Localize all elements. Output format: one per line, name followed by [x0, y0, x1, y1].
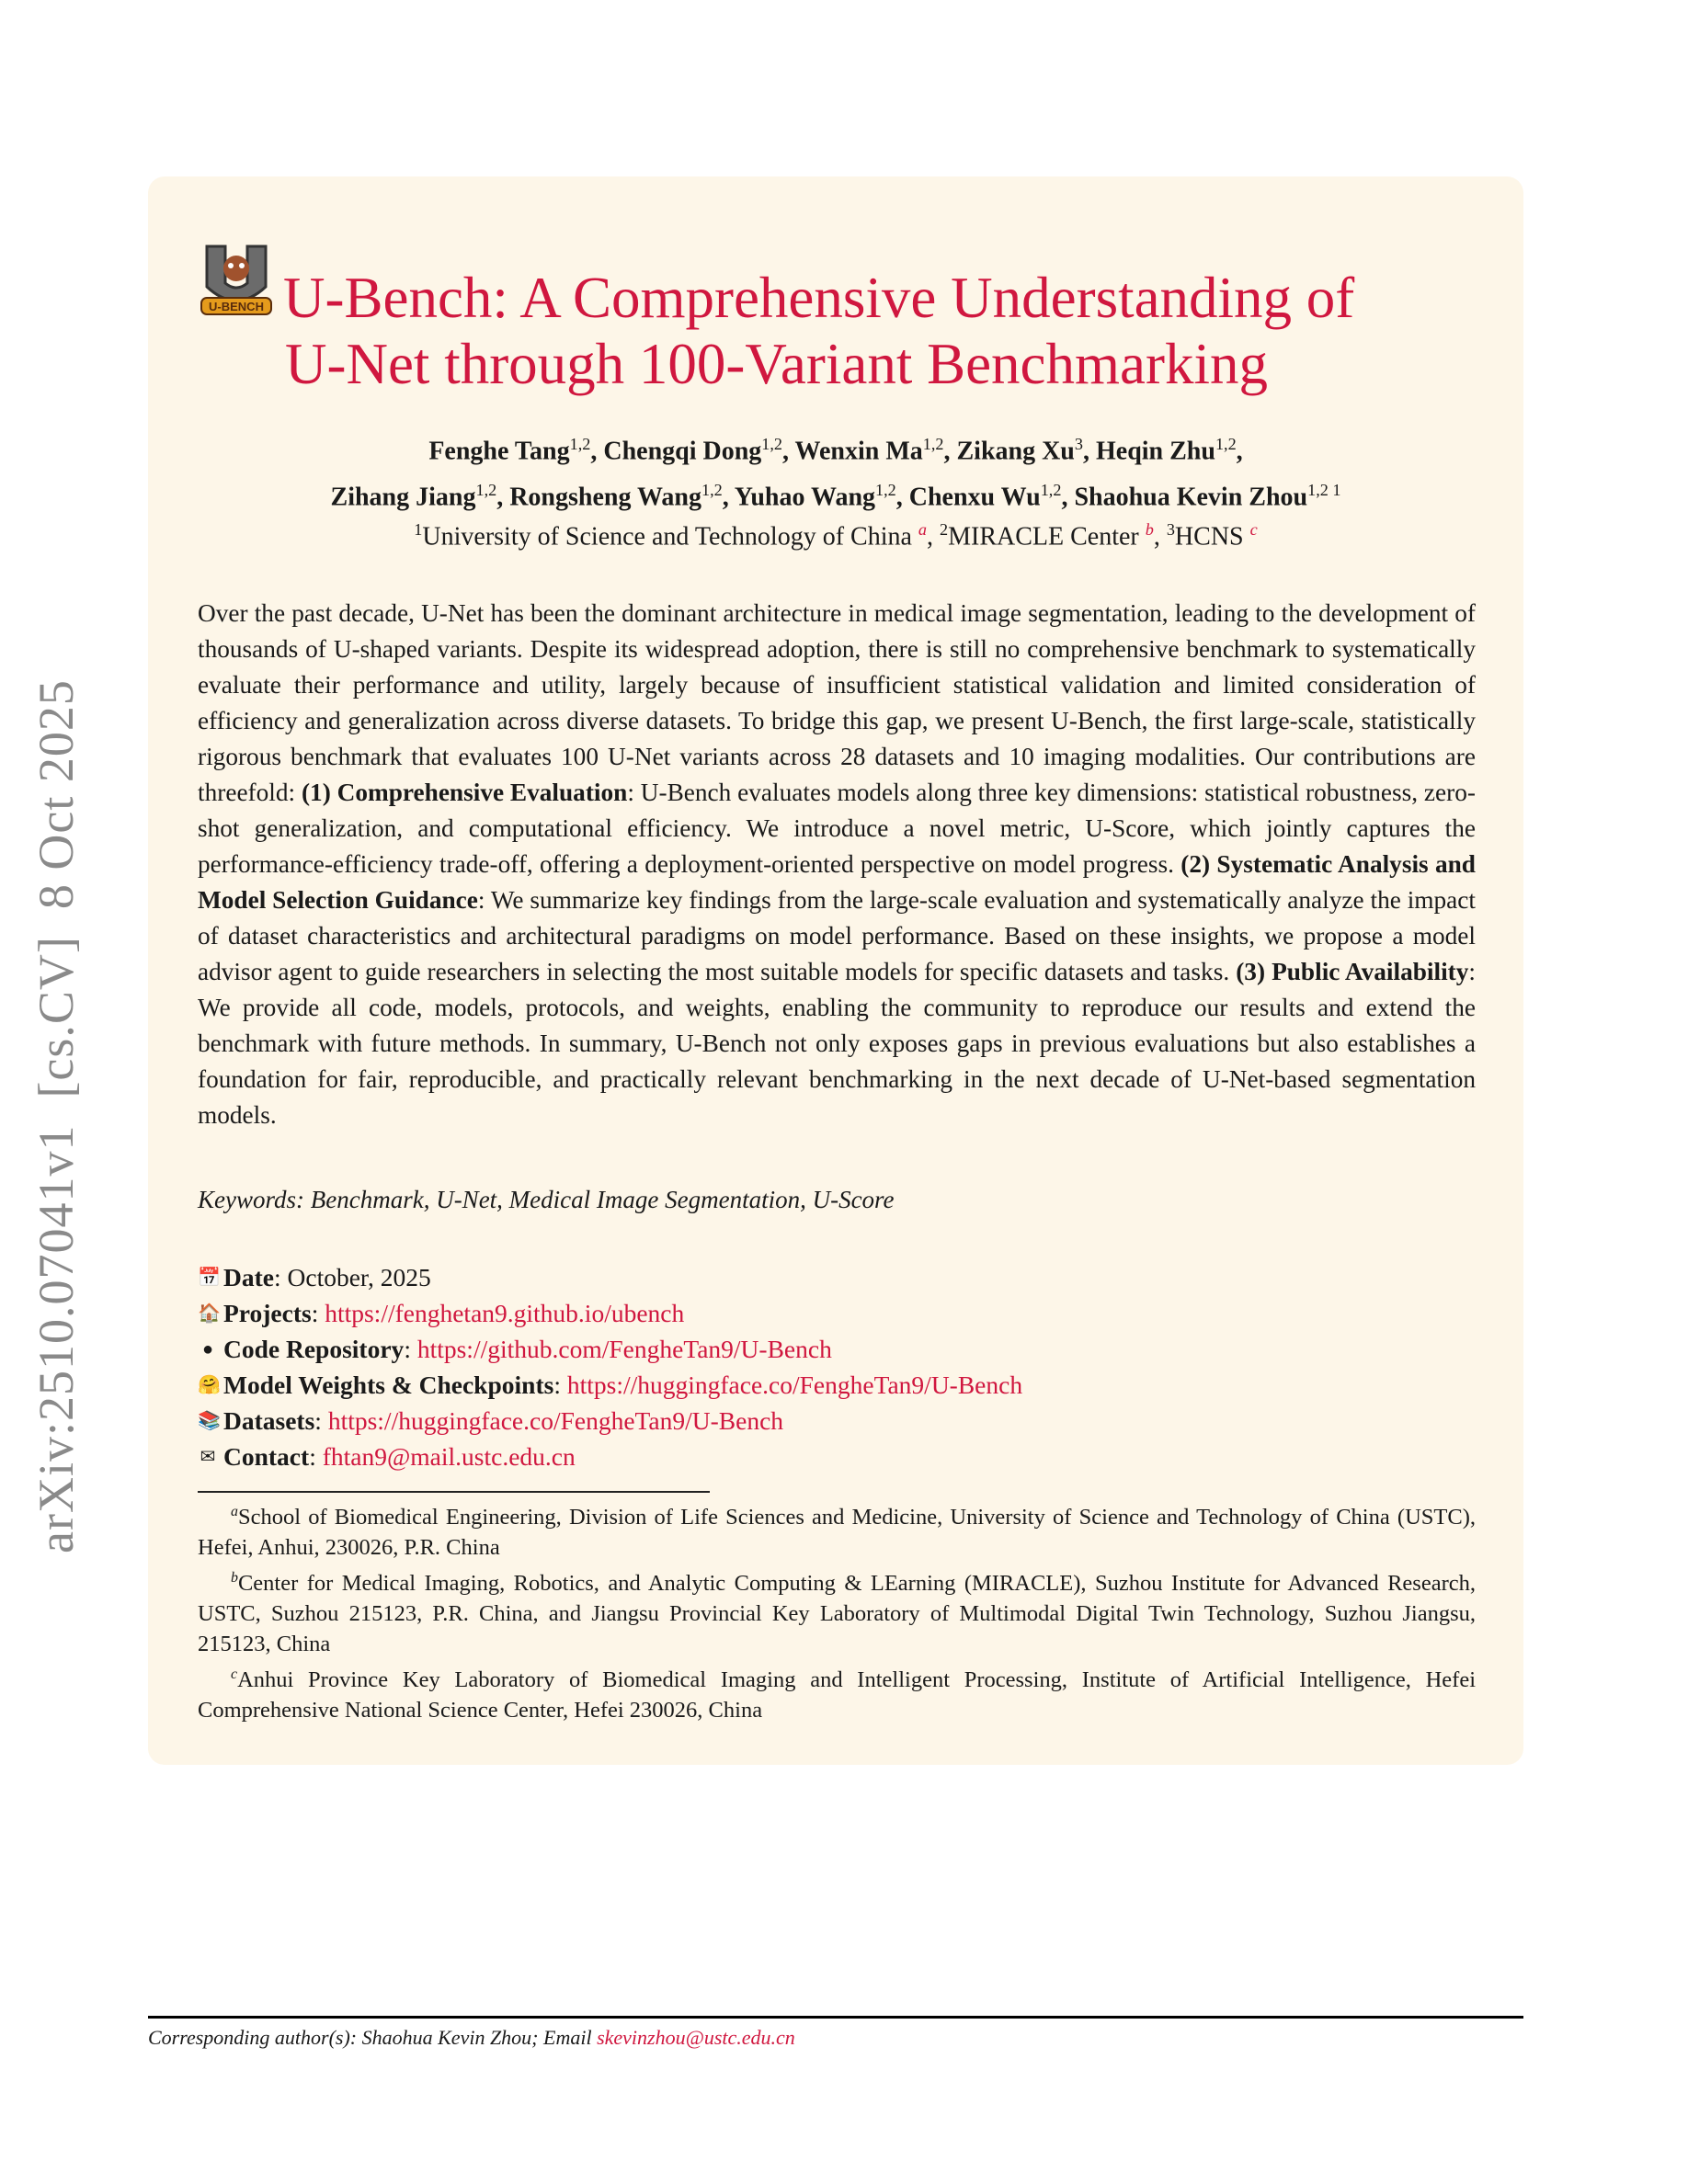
link-label: Projects: [223, 1299, 312, 1327]
footnote: [198, 1659, 1476, 1725]
link-row-projects: 🏠 Projects: https://fenghetan9.github.io/ubench: [198, 1299, 685, 1327]
link-row-datasets: 📚 Datasets: https://huggingface.co/FengheTan9/U-Bench: [198, 1406, 784, 1435]
author-affiliation-sup: 1,2 1: [1307, 481, 1341, 500]
affiliation-name: MIRACLE Center: [948, 522, 1139, 552]
svg-text:U-BENCH: U-BENCH: [209, 300, 264, 313]
footnote: [198, 1496, 1476, 1563]
affiliation-footnote-mark[interactable]: b: [1145, 520, 1154, 539]
author-affiliation-sup: 1,2: [875, 481, 896, 500]
link-label: Model Weights & Checkpoints: [223, 1371, 554, 1399]
link-url[interactable]: https://fenghetan9.github.io/ubench: [325, 1299, 685, 1327]
affiliation-footnote-mark[interactable]: c: [1249, 520, 1258, 539]
affiliation-name: HCNS: [1174, 522, 1244, 552]
hugging-face-icon: 🤗: [198, 1374, 221, 1395]
footnote-mark: b: [231, 1570, 238, 1587]
link-value: October, 2025: [287, 1263, 431, 1291]
corresponding-email-link[interactable]: skevinzhou@ustc.edu.cn: [597, 2026, 795, 2049]
affiliation-number: 2: [940, 520, 949, 539]
link-url[interactable]: fhtan9@mail.ustc.edu.cn: [322, 1442, 576, 1471]
author-affiliation-sup: 1,2: [1040, 481, 1062, 500]
footnote-text: Center for Medical Imaging, Robotics, and Analytic Computing & LEarning (MIRACLE), Suzhou Institute for Advanced Research, USTC, Suzhou 215123, P.R. China, and Jiangsu Provincial Key Laboratory of Multimodal Digital Twin Technology, Suzhou Jiangsu, 215123, China: [198, 1571, 1476, 1657]
envelope-icon: ✉: [200, 1446, 216, 1467]
footer-divider: [148, 2016, 1523, 2019]
author-affiliation-sup: 1,2: [701, 481, 723, 500]
author-affiliation-sup: 3: [1074, 435, 1083, 453]
abstract-text: : We provide all code, models, protocols, and weights, enabling the community to reproduce our results and extend the benchmark with future methods. In summary, U-Bench not only exposes gaps in previous evaluations but also establishes a foundation for fair, reproducible, and practically relevant benchmarking in the next decade of U-Net-based segmentation models.: [198, 958, 1477, 1129]
abstract-highlight: (2) Systematic Analysis and Model Selection Guidance: [198, 850, 1476, 914]
abstract-text: Over the past decade, U-Net has been the dominant architecture in medical image segmentation, leading to the development of thousands of U-shaped variants. Despite its widespread adoption, there is still no comprehensive benchmark to systematically evaluate their performance and utility, largely because of insufficient statistical validation and limited consideration of efficiency and generalization across diverse datasets. To bridge this gap, we present U-Bench, the first large-scale, statistically rigorous benchmark that evaluates 100 U-Net variants across 28 datasets and 10 imaging modalities. Our contributions are threefold:: [198, 599, 1476, 806]
affiliation-number: 3: [1166, 520, 1175, 539]
link-row-model-weights-checkpoints: 🤗 Model Weights & Checkpoints: https://huggingface.co/FengheTan9/U-Bench: [198, 1371, 1023, 1399]
abstract: [198, 596, 1476, 1133]
footnote-mark: a: [231, 1504, 238, 1519]
author-affiliation-sup: 1,2: [761, 435, 783, 453]
u-bench-logo: [198, 241, 275, 320]
footnote-text: Anhui Province Key Laboratory of Biomedical Imaging and Intelligent Processing, Institute of Artificial Intelligence, Hefei Comprehensive National Science Center, Hefei 230026, China: [198, 1667, 1476, 1723]
author-list: Fenghe Tang$^{1,2}$, Chengqi Dong$^{1,2}$, Wenxin Ma$^{1,2}$, Zikang Xu$^3$, Heqin Zhu$^{1,2}$, Zihang Jiang$^{1,2}$, Rongsheng Wang$^{1,2}$, Yuhao Wang$^{1,2}$, Chenxu Wu$^{1,2}$, Shaohua Kevin Zhou$^{1,2 1}$: [330, 435, 1341, 512]
author-affiliation-sup: 1,2: [569, 435, 591, 453]
footnote-text: School of Biomedical Engineering, Division of Life Sciences and Medicine, University of Science and Technology of China (USTC), Hefei, Anhui, 230026, P.R. China: [198, 1505, 1476, 1561]
link-label: Code Repository: [223, 1335, 405, 1363]
abstract-text: : U-Bench evaluates models along three key dimensions: statistical robustness, zero-shot generalization, and computational efficiency. We introduce a novel metric, U-Score, which jointly captures the performance-efficiency trade-off, offering a deployment-oriented perspective on model progress.: [198, 779, 1476, 878]
author-affiliation-sup: 1,2: [922, 435, 944, 453]
footnote: [198, 1563, 1476, 1659]
link-label: Datasets: [223, 1406, 315, 1435]
corresponding-author: Corresponding author(s): Shaohua Kevin Zhou; Email skevinzhou@ustc.edu.cn: [148, 2026, 795, 2049]
footnote-divider: [198, 1491, 710, 1493]
author-name: Chengqi Dong: [603, 437, 762, 466]
link-label: Contact: [223, 1442, 310, 1471]
author-affiliation-sup: 1,2: [1215, 435, 1237, 453]
github-icon: ●: [201, 1338, 214, 1359]
books-icon: 📚: [198, 1410, 221, 1431]
arxiv-stamp: arXiv:2510.07041v1 [cs.CV] 8 Oct 2025: [29, 679, 84, 1553]
link-label: Date: [223, 1263, 274, 1291]
abstract-highlight: (3) Public Availability: [1236, 958, 1469, 985]
author-affiliation-sup: 1,2: [475, 481, 497, 500]
affiliation-footnote-mark[interactable]: a: [918, 520, 927, 539]
abstract-highlight: (1) Comprehensive Evaluation: [301, 779, 628, 806]
author-name: Yuhao Wang: [734, 483, 876, 512]
affiliation-name: University of Science and Technology of China: [422, 522, 912, 552]
link-url[interactable]: https://huggingface.co/FengheTan9/U-Bench: [566, 1371, 1023, 1399]
footnote-mark: c: [231, 1666, 238, 1683]
link-row-contact: ✉ Contact: fhtan9@mail.ustc.edu.cn: [198, 1439, 1022, 1474]
calendar-icon: 📅: [198, 1267, 221, 1288]
house-icon: 🏠: [198, 1302, 221, 1324]
author-name: Fenghe Tang: [428, 437, 570, 466]
author-name: Heqin Zhu: [1095, 437, 1215, 466]
author-name: Chenxu Wu: [908, 483, 1041, 512]
link-url[interactable]: https://huggingface.co/FengheTan9/U-Bench: [327, 1406, 784, 1435]
abstract-text: : We summarize key findings from the large-scale evaluation and systematically analyze the impact of dataset characteristics and architectural paradigms on model performance. Based on these insights, we propose a model advisor agent to guide researchers in selecting the most suitable models for specific datasets and tasks.: [198, 886, 1476, 985]
author-name: Wenxin Ma: [794, 437, 923, 466]
affiliations: $^1$University of Science and Technology of China $^a$, $^2$MIRACLE Center $^b$, $^3$HCNS $^c$: [414, 520, 1258, 552]
author-name: Shaohua Kevin Zhou: [1074, 483, 1308, 512]
link-url[interactable]: https://github.com/FengheTan9/U-Bench: [416, 1335, 832, 1363]
resource-links: [198, 1259, 1022, 1474]
author-name: Zikang Xu: [956, 437, 1075, 466]
author-name: Rongsheng Wang: [509, 483, 701, 512]
link-row-code-repository: ● Code Repository: https://github.com/FengheTan9/U-Bench: [198, 1331, 1022, 1367]
keywords: Keywords: Benchmark, U-Net, Medical Image Segmentation, U-Score: [198, 1186, 895, 1213]
link-row-date: 📅 Date: October, 2025: [198, 1263, 431, 1291]
paper-title: U-Bench: A Comprehensive Understanding of U-Net through 100-Variant Benchmarking: [283, 266, 1355, 396]
affiliation-number: 1: [414, 520, 423, 539]
author-name: Zihang Jiang: [330, 483, 476, 512]
footnotes: [198, 1496, 1476, 1725]
